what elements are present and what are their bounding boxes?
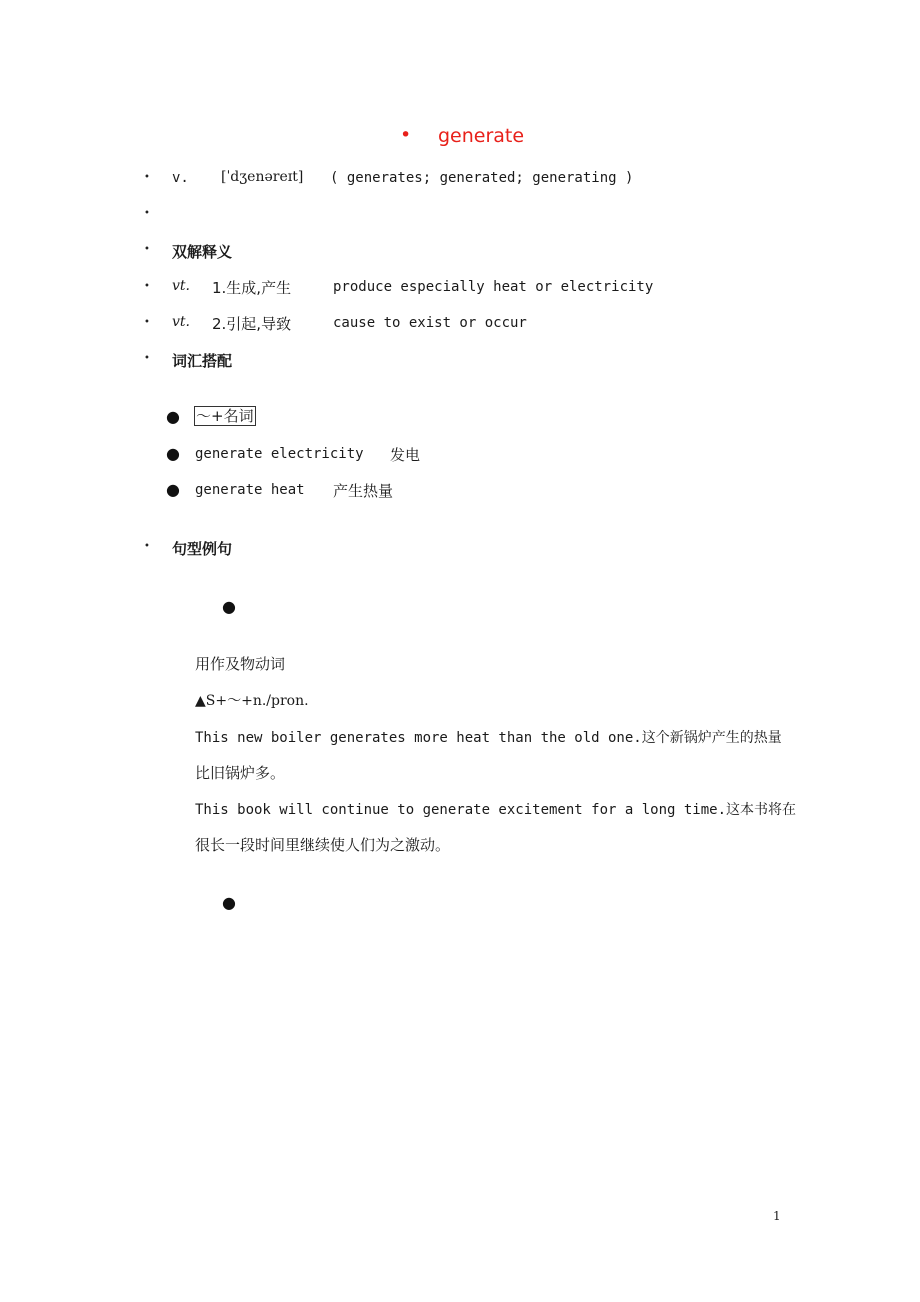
- bullet: •: [144, 353, 150, 364]
- bullet: •: [144, 208, 150, 219]
- example-sentence: This new boiler generates more heat than the old one.这个新锅炉产生的热量: [195, 730, 782, 746]
- definition-zh: 2.引起,导致: [212, 315, 292, 333]
- headword: generate: [438, 125, 525, 147]
- definition-zh: 1.生成,产生: [212, 279, 292, 297]
- bullet: ●: [166, 480, 180, 499]
- collocation-pattern: ～+名词: [196, 407, 254, 425]
- definition-en: produce especially heat or electricity: [333, 279, 654, 295]
- bullet: •: [144, 281, 150, 292]
- definitions-heading: 双解释义: [172, 243, 233, 261]
- phonetic: [ˈdʒenəreɪt]: [221, 169, 304, 185]
- page-number: 1: [773, 1209, 781, 1223]
- example-sentence-cont: 很长一段时间里继续使人们为之激动。: [195, 836, 451, 854]
- usage-label: 用作及物动词: [195, 655, 286, 673]
- collocation-zh: 产生热量: [333, 482, 394, 500]
- examples-heading: 句型例句: [172, 540, 233, 558]
- sentence-pattern: ▲S+～+n./pron.: [195, 693, 309, 709]
- example-sentence-cont: 比旧锅炉多。: [195, 764, 286, 782]
- collocations-heading: 词汇搭配: [172, 352, 233, 370]
- bullet: ●: [222, 597, 236, 616]
- title-bullet: •: [400, 124, 412, 146]
- definition-en: cause to exist or occur: [333, 315, 527, 331]
- part-of-speech: v.: [172, 170, 189, 186]
- collocation-en: generate electricity: [195, 446, 364, 462]
- inflected-forms: ( generates; generated; generating ): [330, 170, 634, 186]
- definition-pos: vt.: [172, 314, 190, 330]
- bullet: •: [144, 541, 150, 552]
- bullet: •: [144, 317, 150, 328]
- bullet: ●: [166, 407, 180, 426]
- bullet: ●: [222, 893, 236, 912]
- bullet: •: [144, 172, 150, 183]
- example-sentence: This book will continue to generate excitement for a long time.这本书将在: [195, 802, 797, 818]
- bullet: ●: [166, 444, 180, 463]
- collocation-zh: 发电: [390, 446, 421, 464]
- collocation-en: generate heat: [195, 482, 305, 498]
- bullet: •: [144, 244, 150, 255]
- definition-pos: vt.: [172, 278, 190, 294]
